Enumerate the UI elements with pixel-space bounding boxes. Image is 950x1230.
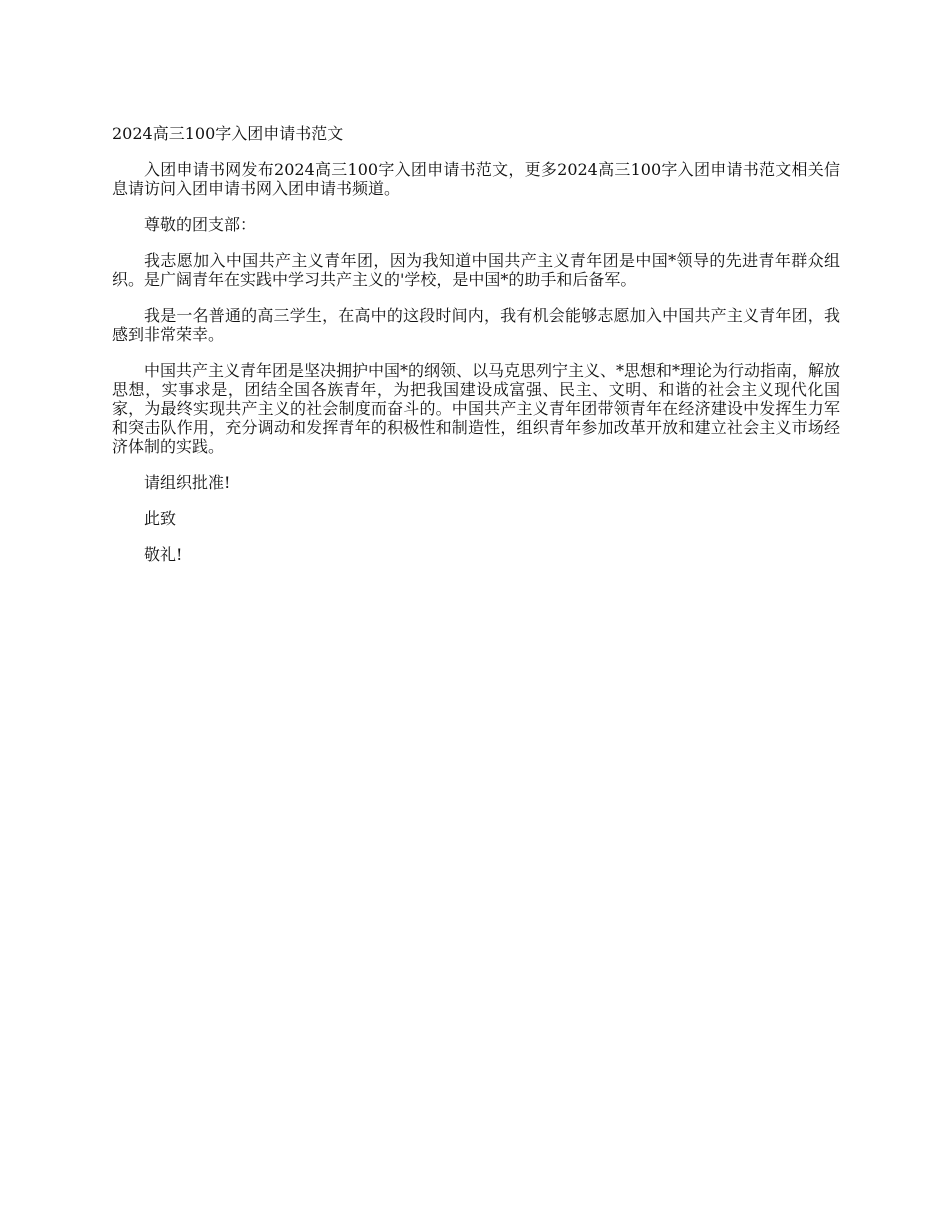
document-title: 2024高三100字入团申请书范文 (112, 124, 344, 143)
body-paragraph: 我是一名普通的高三学生，在高中的这段时间内，我有机会能够志愿加入中国共产主义青年团，我感到非常荣幸。 (112, 306, 840, 344)
document-body (112, 124, 840, 581)
regards-line: 敬礼! (144, 545, 183, 564)
body-paragraph: 中国共产主义青年团是坚决拥护中国*的纲领、以马克思列宁主义、*思想和*理论为行动指南，解放思想，实事求是，团结全国各族青年，为把我国建设成富强、民主、文明、和谐的社会主义现代化国家，为最终实现共产主义的社会制度而奋斗的。中国共产主义青年团带领青年在经济建设中发挥生力军和突击队作用，充分调动和发挥青年的积极性和制造性，组织青年参加改革开放和建立社会主义市场经济体制的实践。 (112, 361, 841, 456)
body-paragraph: 我志愿加入中国共产主义青年团，因为我知道中国共产主义青年团是中国*领导的先进青年群众组织。是广阔青年在实践中学习共产主义的'学校，是中国*的助手和后备军。 (112, 251, 840, 289)
request-line: 请组织批准! (144, 473, 231, 492)
salutation: 尊敬的团支部： (144, 215, 257, 234)
closing-line: 此致 (144, 509, 177, 528)
intro-paragraph: 入团申请书网发布2024高三100字入团申请书范文，更多2024高三100字入团申请书范文相关信息请访问入团申请书网入团申请书频道。 (112, 160, 840, 198)
